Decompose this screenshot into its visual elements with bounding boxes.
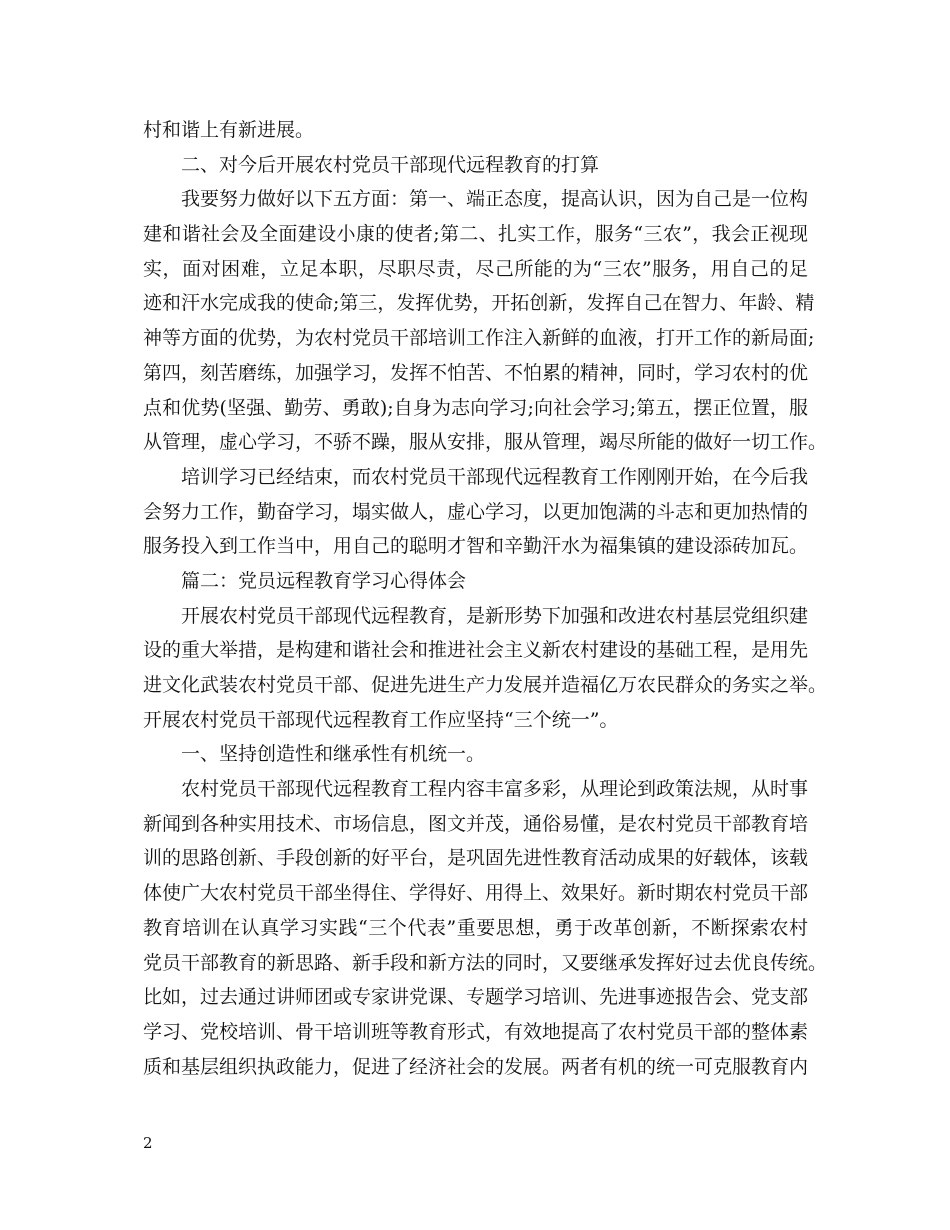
text-line: 进文化武装农村党员干部、促进先进生产力发展并造福亿万农民群众的务实之举。 bbox=[143, 674, 828, 696]
text-line: 培训学习已经结束，而农村党员干部现代远程教育工作刚刚开始，在今后我 bbox=[181, 465, 809, 488]
section-heading: 一、坚持创造性和继承性有机统一。 bbox=[181, 743, 486, 766]
text-line: 我要努力做好以下五方面：第一、端正态度，提高认识，因为自己是一位构 bbox=[181, 188, 809, 211]
text-line: 新闻到各种实用技术、市场信息，图文并茂，通俗易懂，是农村党员干部教育培 bbox=[143, 812, 809, 835]
text-line: 训的思路创新、手段创新的好平台，是巩固先进性教育活动成果的好载体，该载 bbox=[143, 847, 809, 870]
text-line: 村和谐上有新进展。 bbox=[143, 119, 315, 141]
text-line: 会努力工作，勤奋学习，塌实做人，虚心学习，以更加饱满的斗志和更加热情的 bbox=[143, 500, 809, 523]
text-line: 党员干部教育的新思路、新手段和新方法的同时，又要继承发挥好过去优良传统。 bbox=[143, 951, 828, 974]
text-line: 农村党员干部现代远程教育工程内容丰富多彩，从理论到政策法规，从时事 bbox=[181, 778, 809, 801]
section-heading: 篇二：党员远程教育学习心得体会 bbox=[181, 569, 467, 592]
text-line: 教育培训在认真学习实践“三个代表”重要思想，勇于改革创新，不断探索农村 bbox=[143, 916, 808, 939]
text-line: 神等方面的优势，为农村党员干部培训工作注入新鲜的血液，打开工作的新局面; bbox=[143, 327, 815, 350]
text-line: 质和基层组织执政能力，促进了经济社会的发展。两者有机的统一可克服教育内 bbox=[143, 1055, 809, 1078]
text-line: 建和谐社会及全面建设小康的使者;第二、扎实工作，服务“三农”，我会正视现 bbox=[143, 223, 808, 246]
text-line: 学习、党校培训、骨干培训班等教育形式，有效地提高了农村党员干部的整体素 bbox=[143, 1020, 809, 1043]
text-line: 服务投入到工作当中，用自己的聪明才智和辛勤汗水为福集镇的建设添砖加瓦。 bbox=[143, 535, 809, 558]
section-heading: 二、对今后开展农村党员干部现代远程教育的打算 bbox=[181, 153, 600, 176]
page-number: 2 bbox=[143, 1134, 153, 1152]
text-line: 从管理，虚心学习，不骄不躁，服从安排，服从管理，竭尽所能的做好一切工作。 bbox=[143, 431, 828, 454]
text-line: 开展农村党员干部现代远程教育，是新形势下加强和改进农村基层党组织建 bbox=[181, 604, 809, 627]
text-line: 迹和汗水完成我的使命;第三，发挥优势，开拓创新，发挥自己在智力、年龄、精 bbox=[143, 292, 815, 315]
text-line: 开展农村党员干部现代远程教育工作应坚持“三个统一”。 bbox=[143, 708, 619, 731]
text-line: 比如，过去通过讲师团或专家讲党课、专题学习培训、先进事迹报告会、党支部 bbox=[143, 986, 809, 1009]
text-line: 第四，刻苦磨练，加强学习，发挥不怕苦、不怕累的精神，同时，学习农村的优 bbox=[143, 361, 809, 384]
text-line: 点和优势(坚强、勤劳、勇敢);自身为志向学习;向社会学习;第五，摆正位置，服 bbox=[143, 396, 808, 419]
body-text bbox=[143, 113, 828, 1084]
text-line: 实，面对困难，立足本职，尽职尽责，尽己所能的为“三农”服务，用自己的足 bbox=[143, 257, 808, 280]
text-line: 设的重大举措，是构建和谐社会和推进社会主义新农村建设的基础工程，是用先 bbox=[143, 639, 809, 662]
text-line: 体使广大农村党员干部坐得住、学得好、用得上、效果好。新时期农村党员干部 bbox=[143, 882, 809, 905]
